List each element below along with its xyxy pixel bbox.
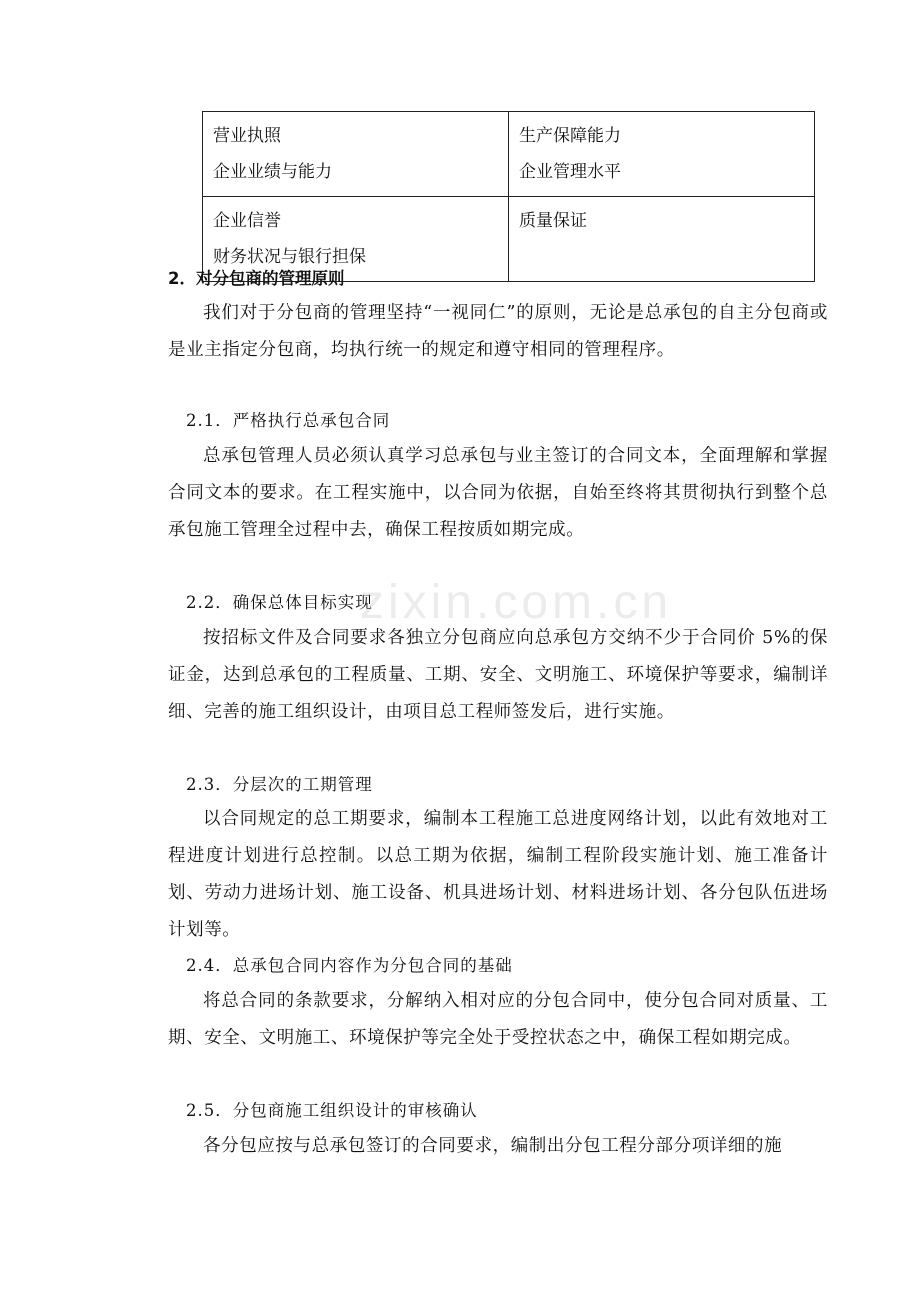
- subsection-body: 将总合同的条款要求，分解纳入相对应的分包合同中，使分包合同对质量、工期、安全、文明施工、环境保护等完全处于受控状态之中，确保工程如期完成。: [168, 991, 828, 1048]
- subsection-body: 以合同规定的总工期要求，编制本工程施工总进度网络计划，以此有效地对工程进度计划进行总控制。以总工期为依据，编制工程阶段实施计划、施工准备计划、劳动力进场计划、施工设备、机具进场计划、材料进场计划、各分包队伍进场计划等。: [168, 809, 828, 940]
- subsection-heading: 2.3．分层次的工期管理: [186, 775, 373, 794]
- cell-line: 企业业绩与能力: [213, 162, 332, 182]
- requirements-table: [202, 111, 815, 282]
- subsection-body: 总承包管理人员必须认真学习总承包与业主签订的合同文本，全面理解和掌握合同文本的要求。在工程实施中，以合同为依据，自始至终将其贯彻执行到整个总承包施工管理全过程中去，确保工程按质如期完成。: [168, 446, 828, 540]
- section-intro: 我们对于分包商的管理坚持“一视同仁”的原则，无论是总承包的自主分包商或是业主指定分包商，均执行统一的规定和遵守相同的管理程序。: [168, 303, 828, 360]
- table-row: [203, 112, 815, 197]
- cell-line: 质量保证: [519, 211, 587, 231]
- subsection-heading: 2.1．严格执行总承包合同: [186, 411, 391, 430]
- cell-line: 营业执照: [213, 126, 281, 146]
- subsection-heading: 2.2．确保总体目标实现: [186, 593, 373, 612]
- section-heading: 2．对分包商的管理原则: [168, 269, 345, 288]
- subsection-body: 按招标文件及合同要求各独立分包商应向总承包方交纳不少于合同价 5%的保证金，达到总承包的工程质量、工期、安全、文明施工、环境保护等要求，编制详细、完善的施工组织设计，由项目总工程师签发后，进行实施。: [168, 628, 828, 722]
- cell-line: 生产保障能力: [519, 126, 621, 146]
- table-cell: [203, 112, 509, 197]
- cell-line: 企业管理水平: [519, 162, 621, 182]
- cell-line: 财务状况与银行担保: [213, 247, 366, 267]
- table-cell: [509, 112, 815, 197]
- watermark: zixin.com.cn: [360, 576, 673, 629]
- subsection-body: 各分包应按与总承包签订的合同要求，编制出分包工程分部分项详细的施: [203, 1136, 783, 1156]
- cell-line: 企业信誉: [213, 211, 281, 231]
- subsection-heading: 2.5．分包商施工组织设计的审核确认: [186, 1101, 478, 1120]
- subsection-heading: 2.4．总承包合同内容作为分包合同的基础: [186, 956, 513, 975]
